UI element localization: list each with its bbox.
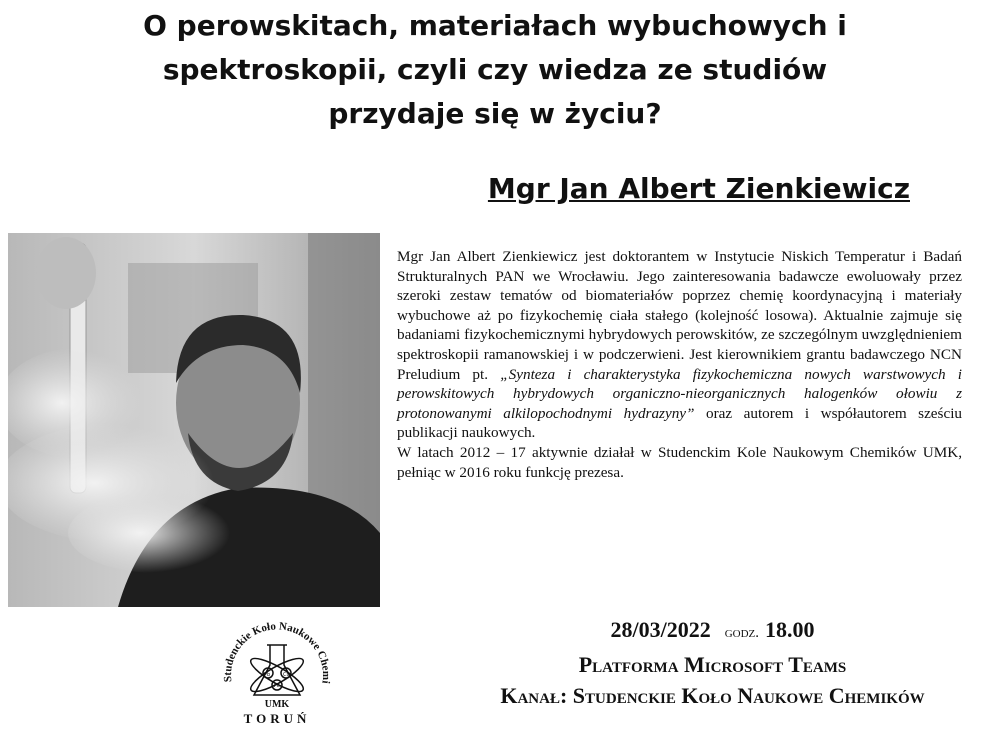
title-line-1: O perowskitach, materiałach wybuchowych i <box>143 9 847 42</box>
title-line-3: przydaje się w życiu? <box>328 97 662 130</box>
logo-emblem <box>212 607 342 737</box>
logo-cu: Cu <box>283 672 290 678</box>
event-date: 28/03/2022 <box>610 617 711 642</box>
event-time-label: godz. <box>724 625 760 641</box>
page-title <box>60 4 930 136</box>
event-channel: Kanał: Studenckie Koło Naukowe Chemików <box>500 683 925 708</box>
speaker-name: Mgr Jan Albert Zienkiewicz <box>487 172 910 205</box>
event-platform: Platforma Microsoft Teams <box>578 652 847 677</box>
flask-icon <box>247 645 307 697</box>
event-info <box>440 614 985 711</box>
logo-umk: UMK <box>264 699 290 710</box>
bio-text-continued: oraz autorem i współautorem sześciu publikacji naukowych. <box>397 404 963 442</box>
bio-paragraph-2: W latach 2012 – 17 aktywnie działał w Studenckim Kole Naukowym Chemików UMK, pełniąc w 2016 roku funkcję prezesa. <box>397 443 962 481</box>
speaker-photo <box>8 233 380 607</box>
logo-torun: TORUŃ <box>243 711 311 726</box>
skn-chemists-logo <box>212 607 342 737</box>
event-time: 18.00 <box>765 617 815 642</box>
event-datetime <box>440 614 985 649</box>
logo-fe: Fe <box>274 683 280 689</box>
title-line-2: spektroskopii, czyli czy wiedza ze studiów <box>162 53 828 86</box>
bio-paragraph-1 <box>397 247 962 443</box>
logo-ring-text: Studenckie Koło Naukowe Chemi <box>221 620 333 685</box>
logo-pb: Pb <box>264 672 271 678</box>
grant-title: „Synteza i charakterystyka fizykochemiczna nowych warstwowych i perowskitowych hybrydowych organiczno-nieorganicznych halogenków ołowiu z protonowanymi alkilopochodnymi hydrazyny” <box>397 365 963 422</box>
speaker-photo-illustration <box>8 233 380 607</box>
bio-text: Mgr Jan Albert Zienkiewicz jest doktorantem w Instytucie Niskich Temperatur i Badań Strukturalnych PAN we Wrocławiu. Jego zainteresowania badawcze ewoluowały przez szeroki zestaw tematów od biomateriałów poprzez chemię koordynacyjną i materiały wybuchowe aż po fizykochemię ciała stałego (kolejność losowa). Aktualnie zajmuje się badaniami fizykochemicznymi hybrydowych perowskitów, ze szczególnym uwzględnieniem spektroskopii ramanowskiej i w podczerwieni. Jest kierownikiem grantu badawczego NCN Preludium pt. <box>397 248 962 383</box>
speaker-bio <box>397 247 962 482</box>
